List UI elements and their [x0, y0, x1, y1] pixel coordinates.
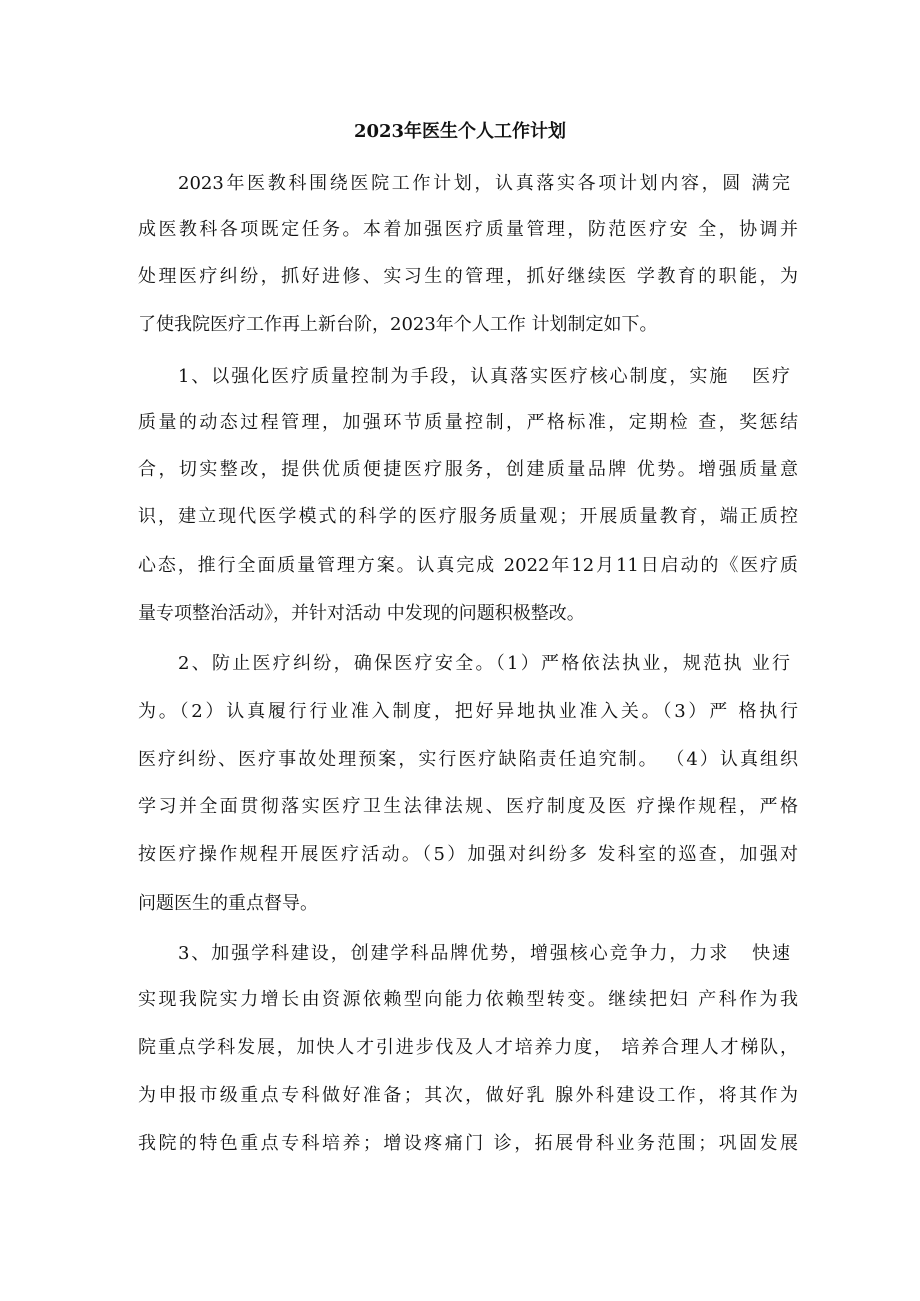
paragraph-3-line-1: 2、防止医疗纠纷，确保医疗安全。（1）严格依法执业，规范执 业行 — [178, 653, 790, 674]
paragraph-3-line-3: 医疗纠纷、医疗事故处理预案，实行医疗缺陷责任追究制。 （4）认真组织 — [138, 749, 798, 770]
document-title: 2023年医生个人工作计划 — [353, 121, 567, 142]
paragraph-3-line-6: 问题医生的重点督导。 — [138, 893, 318, 914]
paragraph-4-line-2: 实现我院实力增长由资源依赖型向能力依赖型转变。继续把妇 产科作为我 — [138, 989, 798, 1010]
paragraph-2-line-2: 质量的动态过程管理，加强环节质量控制，严格标准，定期检 查，奖惩结 — [138, 412, 798, 433]
paragraph-3-line-5: 按医疗操作规程开展医疗活动。（5）加强对纠纷多 发科室的巡查，加强对 — [138, 844, 798, 865]
paragraph-1-line-3: 处理医疗纠纷，抓好进修、实习生的管理，抓好继续医 学教育的职能，为 — [138, 266, 798, 287]
paragraph-4-line-5: 我院的特色重点专科培养；增设疼痛门 诊，拓展骨科业务范围；巩固发展 — [138, 1133, 798, 1154]
paragraph-2-line-4: 识，建立现代医学模式的科学的医疗服务质量观；开展质量教育，端正质控 — [138, 506, 798, 527]
paragraph-2-line-5: 心态，推行全面质量管理方案。认真完成 2022年12月11日启动的《医疗质 — [138, 555, 798, 576]
paragraph-3-line-4: 学习并全面贯彻落实医疗卫生法律法规、医疗制度及医 疗操作规程，严格 — [138, 796, 798, 817]
paragraph-2-line-6: 量专项整治活动》，并针对活动 中发现的问题积极整改。 — [138, 603, 585, 624]
paragraph-4-line-1: 3、加强学科建设，创建学科品牌优势，增强核心竞争力，力求 快速 — [178, 943, 790, 964]
paragraph-1-line-2: 成医教科各项既定任务。本着加强医疗质量管理，防范医疗安 全，协调并 — [138, 219, 798, 240]
paragraph-2-line-1: 1、以强化医疗质量控制为手段，认真落实医疗核心制度，实施 医疗 — [178, 366, 790, 387]
paragraph-4-line-3: 院重点学科发展，加快人才引进步伐及人才培养力度， 培养合理人才梯队， — [138, 1037, 798, 1058]
paragraph-2-line-3: 合，切实整改，提供优质便捷医疗服务，创建质量品牌 优势。增强质量意 — [138, 459, 798, 480]
paragraph-1-line-1: 2023年医教科围绕医院工作计划，认真落实各项计划内容，圆 满完 — [178, 173, 790, 194]
paragraph-3-line-2: 为。（2）认真履行行业准入制度，把好异地执业准入关。（3）严 格执行 — [138, 701, 798, 722]
paragraph-1-line-4: 了使我院医疗工作再上新台阶，2023年个人工作 计划制定如下。 — [138, 314, 658, 335]
paragraph-4-line-4: 为申报市级重点专科做好准备；其次，做好乳 腺外科建设工作，将其作为 — [138, 1085, 798, 1106]
